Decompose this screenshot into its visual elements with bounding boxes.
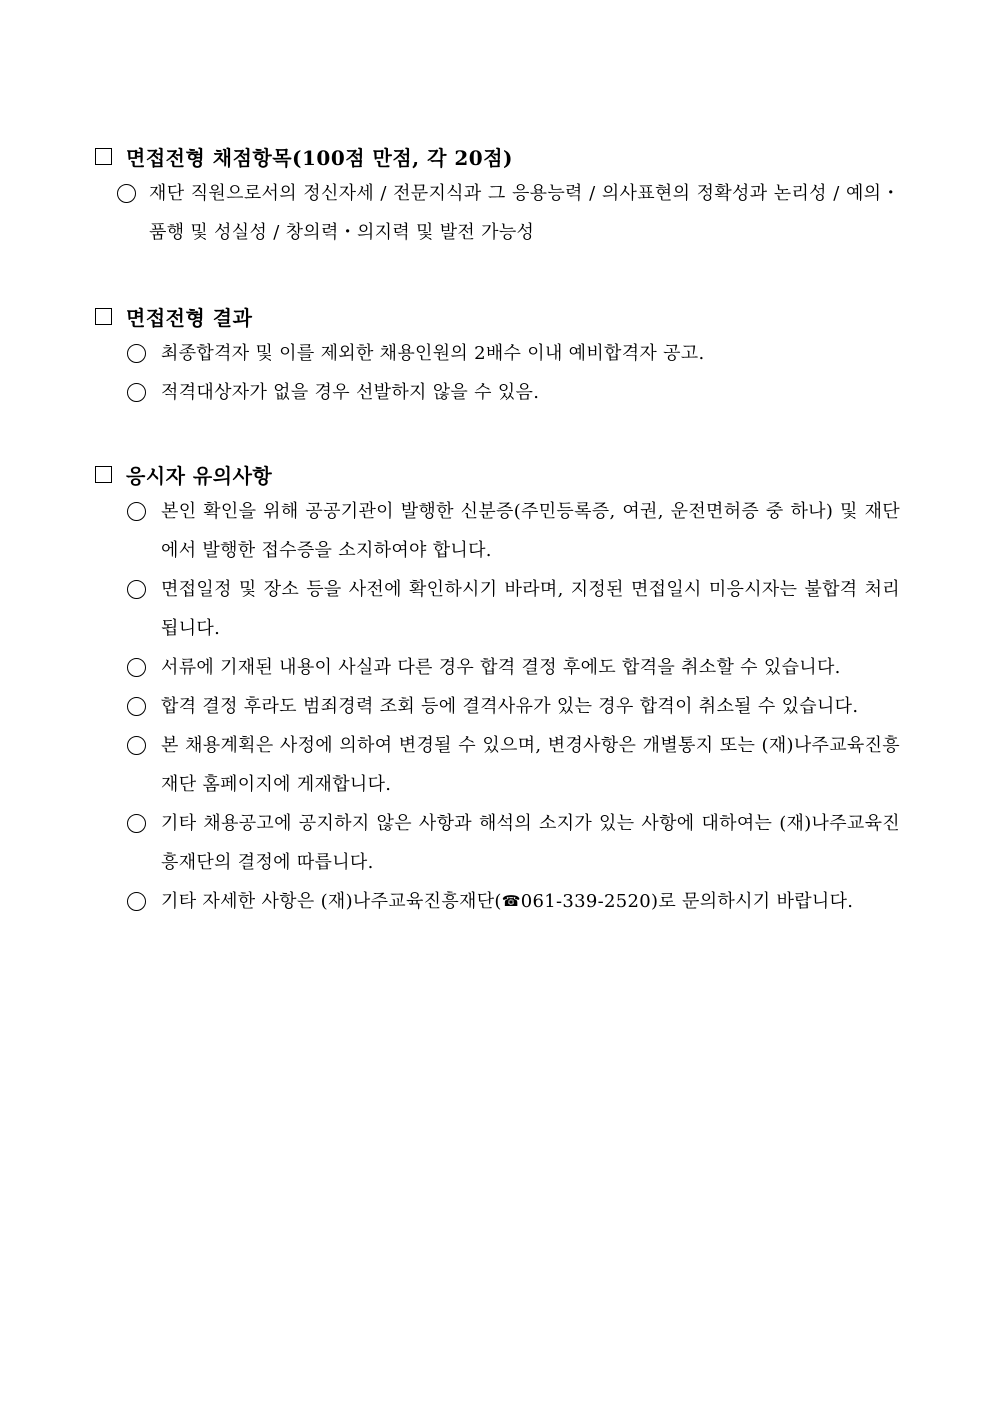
list-item-text: 본 채용계획은 사정에 의하여 변경될 수 있으며, 변경사항은 개별통지 또는 (재)나주교육진흥재단 홈페이지에 게재합니다. [161, 735, 900, 795]
list-item [127, 570, 900, 648]
list-item-text: 최종합격자 및 이를 제외한 채용인원의 2배수 이내 예비합격자 공고. [161, 343, 705, 364]
section-interview-criteria [95, 140, 900, 252]
checkbox-square-icon [95, 148, 112, 165]
list-item-text: 합격 결정 후라도 범죄경력 조회 등에 결격사유가 있는 경우 합격이 취소될 수 있습니다. [161, 696, 859, 717]
list-item [127, 726, 900, 804]
section-heading-text: 면접전형 결과 [126, 305, 253, 330]
section-items [95, 492, 900, 921]
checkbox-square-icon [95, 308, 112, 325]
list-item-text: 면접일정 및 장소 등을 사전에 확인하시기 바라며, 지정된 면접일시 미응시자는 불합격 처리됩니다. [161, 579, 900, 639]
phone-number: 061-339-2520 [520, 891, 652, 912]
circle-bullet-icon [127, 697, 146, 716]
list-item-text: 재단 직원으로서의 정신자세 / 전문지식과 그 응용능력 / 의사표현의 정확성과 논리성 / 예의・품행 및 성실성 / 창의력・의지력 및 발전 가능성 [149, 183, 900, 243]
list-item [127, 373, 900, 412]
section-heading-text: 응시자 유의사항 [126, 463, 273, 488]
phone-icon: ☎ [501, 892, 521, 910]
contact-text-after: )로 문의하시기 바랍니다. [651, 891, 854, 912]
circle-bullet-icon [127, 736, 146, 755]
section-heading [95, 140, 900, 172]
section-heading [95, 300, 900, 332]
list-item-text: 기타 채용공고에 공지하지 않은 사항과 해석의 소지가 있는 사항에 대하여는 (재)나주교육진흥재단의 결정에 따릅니다. [161, 813, 900, 873]
circle-bullet-icon [127, 892, 146, 911]
section-heading [95, 458, 900, 490]
list-item-text: 서류에 기재된 내용이 사실과 다른 경우 합격 결정 후에도 합격을 취소할 수 있습니다. [161, 657, 841, 678]
circle-bullet-icon [127, 580, 146, 599]
list-item-contact [127, 882, 900, 921]
section-applicant-notes [95, 458, 900, 921]
list-item [127, 648, 900, 687]
section-items [95, 174, 900, 252]
circle-bullet-icon [127, 814, 146, 833]
list-item-text: 적격대상자가 없을 경우 선발하지 않을 수 있음. [161, 382, 540, 403]
list-item [117, 174, 900, 252]
circle-bullet-icon [127, 383, 146, 402]
circle-bullet-icon [117, 184, 136, 203]
circle-bullet-icon [127, 658, 146, 677]
list-item [127, 334, 900, 373]
checkbox-square-icon [95, 466, 112, 483]
circle-bullet-icon [127, 344, 146, 363]
list-item-text: 본인 확인을 위해 공공기관이 발행한 신분증(주민등록증, 여권, 운전면허증 중 하나) 및 재단에서 발행한 접수증을 소지하여야 합니다. [161, 501, 900, 561]
list-item [127, 804, 900, 882]
list-item [127, 492, 900, 570]
list-item [127, 687, 900, 726]
contact-text-before: 기타 자세한 사항은 (재)나주교육진흥재단( [161, 891, 502, 912]
section-items [95, 334, 900, 412]
list-item-text [161, 882, 900, 921]
section-interview-result [95, 300, 900, 412]
circle-bullet-icon [127, 502, 146, 521]
section-heading-text: 면접전형 채점항목(100점 만점, 각 20점) [126, 145, 513, 170]
